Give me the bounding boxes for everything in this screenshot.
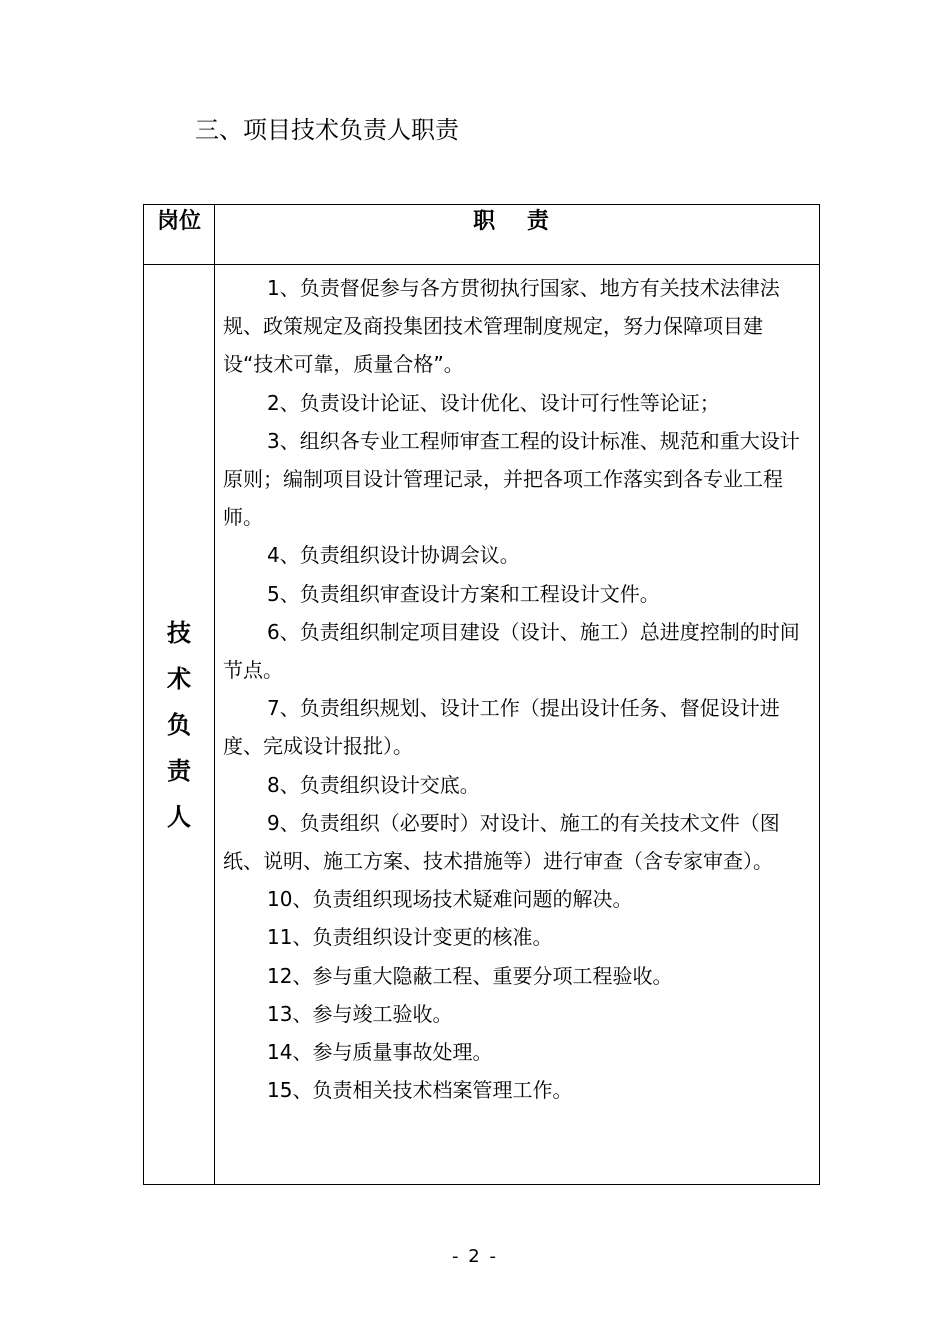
duty-item: 2、负责设计论证、设计优化、设计可行性等论证；: [267, 390, 720, 415]
duty-item: 12、参与重大隐蔽工程、重要分项工程验收。: [267, 963, 673, 988]
section-heading: 三、项目技术负责人职责: [195, 116, 459, 144]
duty-item: 9、负责组织（必要时）对设计、施工的有关技术文件（图纸、说明、施工方案、技术措施等）进行审查（含专家审查）。: [223, 810, 780, 874]
duty-item: 11、负责组织设计变更的核准。: [267, 925, 553, 950]
duty-table: [143, 204, 820, 1185]
duty-item: 14、参与质量事故处理。: [267, 1040, 493, 1065]
duty-item: 5、负责组织审查设计方案和工程设计文件。: [267, 581, 660, 606]
role-char: 技: [167, 618, 191, 647]
duty-item: 10、负责组织现场技术疑难问题的解决。: [267, 887, 633, 912]
header-post: 岗位: [144, 205, 215, 265]
duty-item: 15、负责相关技术档案管理工作。: [267, 1078, 573, 1103]
role-char: 负: [167, 710, 191, 739]
duty-item: 4、负责组织设计协调会议。: [267, 543, 520, 568]
duty-item: 3、组织各专业工程师审查工程的设计标准、规范和重大设计原则；编制项目设计管理记录，并把各项工作落实到各专业工程师。: [223, 428, 800, 530]
table-body-row: [144, 265, 820, 1185]
role-char: 人: [167, 802, 191, 831]
role-cell: [144, 265, 215, 1185]
duty-item: 6、负责组织制定项目建设（设计、施工）总进度控制的时间节点。: [223, 619, 800, 683]
duty-item: 1、负责督促参与各方贯彻执行国家、地方有关技术法律法规、政策规定及商投集团技术管理制度规定，努力保障项目建设“技术可靠，质量合格”。: [223, 276, 780, 377]
duty-item: 13、参与竣工验收。: [267, 1001, 453, 1026]
header-duty: 职 责: [215, 205, 820, 265]
duty-item: 8、负责组织设计交底。: [267, 772, 480, 797]
table-header-row: [144, 205, 820, 265]
page-number: - 2 -: [452, 1246, 498, 1267]
duties-cell: [215, 265, 820, 1185]
role-char: 责: [167, 756, 191, 785]
duty-item: 7、负责组织规划、设计工作（提出设计任务、督促设计进度、完成设计报批）。: [223, 696, 780, 759]
role-char: 术: [167, 664, 191, 693]
